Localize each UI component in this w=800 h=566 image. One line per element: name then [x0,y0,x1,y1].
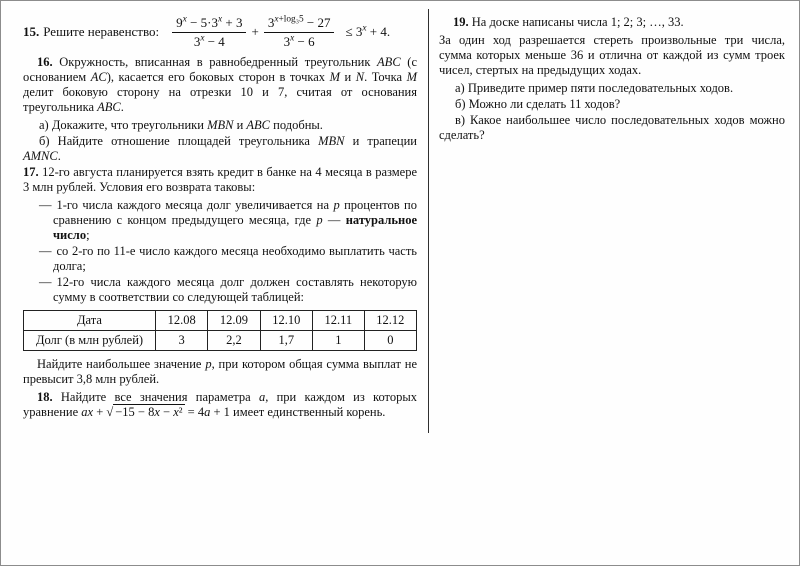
fraction-2-denominator: $3^x - 6$ [264,32,335,50]
problem-19-number: 19. [453,15,469,29]
left-column [23,13,417,423]
problem-15-number: 15. [23,24,40,40]
table-cell: 3 [156,331,208,351]
dash-marker: — [39,198,52,213]
table-cell: 0 [364,331,416,351]
equation-lhs: ax + [81,405,107,420]
table-cell: 1 [312,331,364,351]
condition-1-text: 1-го числа каждого месяца долг увеличивается на p процентов по сравнению с концом предыдущего месяца, где p — натуральное число; [53,198,417,243]
column-divider [428,9,429,433]
table-cell: 2,2 [208,331,260,351]
table-cell: Долг (в млн рублей) [24,331,156,351]
problem-17-condition-1 [23,198,417,243]
radicand: −15 − 8x − x² [115,405,183,420]
problem-15 [23,15,417,49]
fraction-2-numerator: $3^{x+log_35} - 27$ [267,14,331,30]
fraction-2 [264,15,335,49]
problem-19 [439,15,785,30]
problem-15-prompt: Решите неравенство: [43,24,160,40]
dash-marker: — [39,275,52,290]
table-cell: 12.08 [156,311,208,331]
problem-16-item-b: б) Найдите отношение площадей треугольника MBN и трапеции AMNC. [23,134,417,164]
problem-19-first-line: На доске написаны числа 1; 2; 3; …, 33. [471,15,684,29]
table-cell: 1,7 [260,331,312,351]
problem-18-text: Найдите все значения параметра a, при каждом из которых уравнение [23,390,418,420]
fraction-1-denominator: $3^x - 4$ [172,32,246,50]
problem-16-item-a: а) Докажите, что треугольники MBN и ABC подобны. [39,118,323,133]
table-cell: 12.11 [312,311,364,331]
problem-18-text-after: имеет единственный корень. [233,405,386,420]
fraction-1-numerator: $9^x - 5\cdot 3^x + 3$ [176,14,243,30]
problem-16 [23,55,417,115]
fraction-1 [172,15,246,49]
problem-19-text: За один ход разрешается стереть произвольные три числа, сумма которых меньше 36 и отлична от каждой из сумм троек чисел, стертых на предыдущих ходах. [439,33,785,77]
table-cell: 12.09 [208,311,260,331]
table-cell: Дата [24,311,156,331]
problem-17-intro: 12-го августа планируется взять кредит в банке на 4 месяца в размере 3 млн рублей. Условия его возврата таковы: [23,165,418,195]
equation [81,404,230,419]
table-header-row [24,311,417,331]
condition-3-text: 12-го числа каждого месяца долг должен составлять некоторую сумму в соответствии со следующей таблицей: [53,275,417,305]
problem-19-item-a: а) Приведите пример пяти последовательных ходов. [455,81,734,95]
equation-rhs: = 4a + 1 [184,405,230,420]
problem-18-number: 18. [37,390,53,405]
radical-sign: √ [106,405,114,420]
problem-16-number: 16. [37,55,53,70]
problem-17-condition-3 [23,275,417,305]
problem-17-number: 17. [23,165,39,180]
right-column [439,15,785,144]
plus-operator: + [251,24,259,40]
credit-schedule-table [23,310,417,351]
dash-marker: — [39,244,52,259]
problem-18 [23,390,417,420]
table-data-row [24,331,417,351]
table-cell: 12.12 [364,311,416,331]
table-cell: 12.10 [260,311,312,331]
problem-17 [23,165,417,195]
problem-19-item-b: б) Можно ли сделать 11 ходов? [455,97,621,111]
problem-19-item-v: в) Какое наибольшее число последовательных ходов можно сделать? [439,113,785,142]
condition-2-text: со 2-го по 11-е число каждого месяца необходимо выплатить часть долга; [53,244,417,274]
problem-16-text: Окружность, вписанная в равнобедренный треугольник ABC (с основанием AC), касается его боковых сторон в точках M и N. Точка M делит боковую сторону на отрезки 10 и 7, считая от основания треугольника ABC. [23,55,418,115]
problem-17-condition-2 [23,244,417,274]
inequality-rhs: ≤ $3^x + 4$. [345,23,391,40]
problem-17-closing: Найдите наибольшее значение p, при котором общая сумма выплат не превысит 3,8 млн рублей. [23,357,418,387]
